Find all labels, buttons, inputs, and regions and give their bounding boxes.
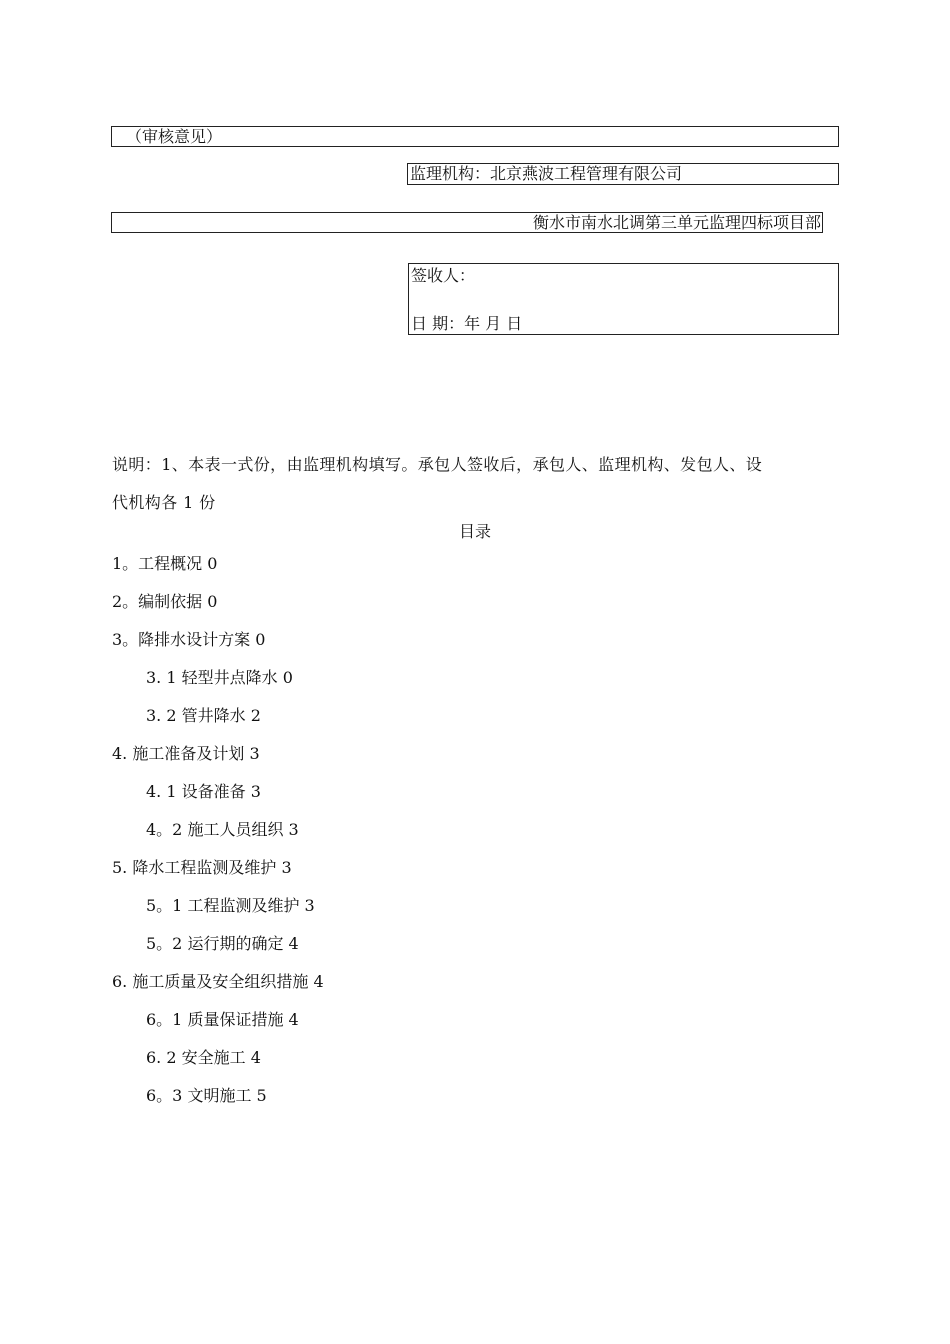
toc-entry[interactable]: 1。工程概况 0 <box>112 554 218 573</box>
toc-entry[interactable]: 5。1 工程监测及维护 3 <box>146 896 315 915</box>
note-line-2: 代机构各 1 份 <box>112 493 216 512</box>
supervision-org-box <box>407 163 839 185</box>
toc-entry[interactable]: 3。降排水设计方案 0 <box>112 630 266 649</box>
explanatory-note <box>112 446 842 522</box>
signature-box <box>408 263 839 335</box>
toc-entry[interactable]: 5。2 运行期的确定 4 <box>146 934 299 953</box>
review-opinion-box <box>111 126 839 147</box>
review-opinion-label: （审核意见） <box>126 127 223 146</box>
toc-entry[interactable]: 4。2 施工人员组织 3 <box>146 820 299 839</box>
toc-entry[interactable]: 3. 1 轻型井点降水 0 <box>146 668 293 687</box>
toc-entry[interactable]: 6。3 文明施工 5 <box>146 1086 267 1105</box>
toc-entry[interactable]: 5. 降水工程监测及维护 3 <box>112 858 292 877</box>
toc-entry[interactable]: 6. 2 安全施工 4 <box>146 1048 261 1067</box>
signer-label: 签收人： <box>411 266 476 285</box>
table-of-contents <box>112 545 812 1115</box>
toc-entry[interactable]: 6. 施工质量及安全组织措施 4 <box>112 972 324 991</box>
note-line-1: 说明：1、本表一式份，由监理机构填写。承包人签收后，承包人、监理机构、发包人、设 <box>112 455 763 474</box>
supervision-org-label: 监理机构：北京燕波工程管理有限公司 <box>410 164 683 183</box>
toc-entry[interactable]: 4. 1 设备准备 3 <box>146 782 261 801</box>
project-dept-name: 衡水市南水北调第三单元监理四标项目部 <box>532 213 821 232</box>
toc-entry[interactable]: 2。编制依据 0 <box>112 592 218 611</box>
date-label: 日 期：年 月 日 <box>411 314 523 333</box>
toc-entry[interactable]: 6。1 质量保证措施 4 <box>146 1010 299 1029</box>
project-dept-box <box>111 212 823 233</box>
toc-entry[interactable]: 4. 施工准备及计划 3 <box>112 744 260 763</box>
toc-entry[interactable]: 3. 2 管井降水 2 <box>146 706 261 725</box>
toc-title: 目录 <box>458 522 491 541</box>
